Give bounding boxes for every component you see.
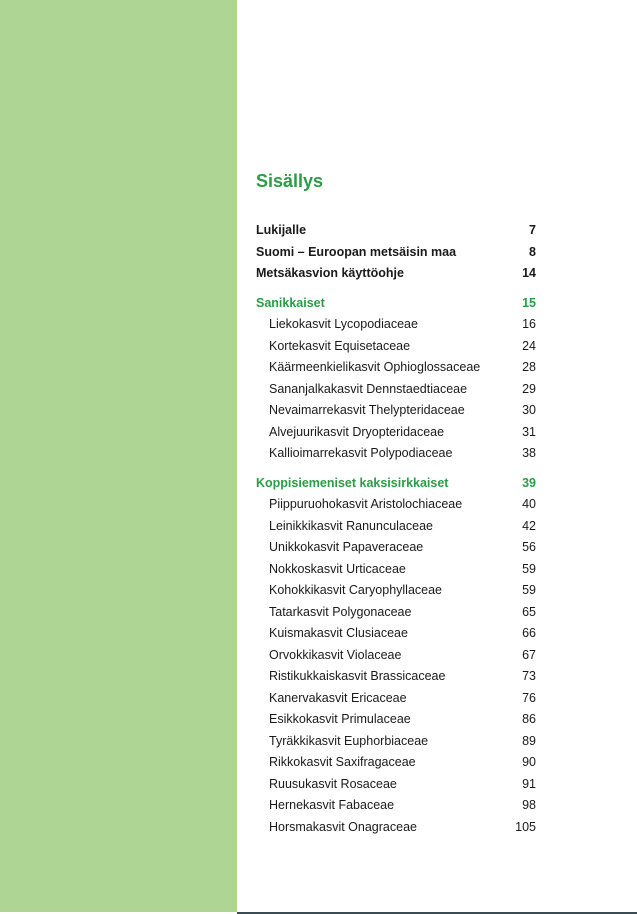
- toc-item-page: 28: [522, 360, 536, 374]
- toc-item: [256, 752, 536, 774]
- toc-item-page: 86: [522, 712, 536, 726]
- toc-item-label: Orvokkikasvit Violaceae: [269, 647, 402, 662]
- toc-item-label: Sananjalkakasvit Dennstaedtiaceae: [269, 381, 468, 396]
- toc-entry: [256, 242, 536, 264]
- toc-item-page: 16: [522, 317, 536, 331]
- toc-item-label: Kortekasvit Equisetaceae: [269, 338, 411, 353]
- toc-item-label: Ruusukasvit Rosaceae: [269, 776, 397, 791]
- toc-item: [256, 400, 536, 422]
- toc-item-page: 24: [522, 338, 536, 353]
- toc-entry-label: Metsäkasvion käyttöohje: [256, 266, 404, 280]
- toc-item: [256, 336, 536, 358]
- toc-item-page: 30: [522, 403, 536, 417]
- toc-section-label: Sanikkaiset: [256, 295, 325, 310]
- toc-item: [256, 357, 536, 379]
- toc-item-label: Horsmakasvit Onagraceae: [269, 819, 417, 834]
- toc-section-label: Koppisiemeniset kaksisirkkaiset: [256, 475, 449, 490]
- toc-item: [256, 422, 536, 444]
- toc-item: [256, 645, 536, 667]
- toc-item: [256, 494, 536, 516]
- side-color-band: [0, 0, 237, 912]
- toc-item-page: 29: [522, 381, 536, 396]
- toc-item-page: 65: [522, 604, 536, 619]
- toc-item: [256, 602, 536, 624]
- toc-item-label: Hernekasvit Fabaceae: [269, 798, 395, 812]
- toc-item: [256, 688, 536, 710]
- toc-section-page: 39: [522, 475, 536, 490]
- toc-item-label: Kohokkikasvit Caryophyllaceae: [269, 583, 443, 597]
- toc-item-label: Tyräkkikasvit Euphorbiaceae: [269, 733, 429, 748]
- toc-item-page: 59: [522, 583, 536, 597]
- toc-item-label: Käärmeenkielikasvit Ophioglossaceae: [269, 360, 481, 374]
- toc-item-page: 105: [515, 819, 536, 834]
- toc-item: [256, 709, 536, 731]
- toc-item-page: 31: [522, 424, 536, 439]
- toc-entry: [256, 263, 536, 285]
- toc-item-label: Kallioimarrekasvit Polypodiaceae: [269, 446, 453, 460]
- toc-section-heading: [256, 473, 536, 495]
- toc-title: Sisällys: [256, 171, 324, 191]
- toc-item: [256, 559, 536, 581]
- toc-item-label: Kuismakasvit Clusiaceae: [269, 626, 408, 640]
- toc-item-label: Unikkokasvit Papaveraceae: [269, 540, 424, 554]
- toc-entry-page: 14: [522, 266, 536, 280]
- toc-item: [256, 795, 536, 817]
- toc-item: [256, 666, 536, 688]
- toc-item-label: Tatarkasvit Polygonaceae: [269, 604, 412, 619]
- toc-item: [256, 379, 536, 401]
- toc-item-label: Leinikkikasvit Ranunculaceae: [269, 518, 433, 533]
- toc-item-page: 98: [522, 798, 536, 812]
- toc-item-page: 90: [522, 755, 536, 769]
- toc-item: [256, 623, 536, 645]
- toc-item-page: 76: [522, 690, 536, 705]
- toc-item-page: 42: [522, 518, 536, 533]
- toc-item: [256, 817, 536, 839]
- toc-item-page: 67: [522, 647, 536, 662]
- toc-entry-page: 8: [529, 244, 536, 259]
- toc-item-label: Nokkoskasvit Urticaceae: [269, 561, 406, 576]
- toc-item-page: 89: [522, 733, 536, 748]
- toc-item: [256, 314, 536, 336]
- toc-item: [256, 516, 536, 538]
- toc-item: [256, 774, 536, 796]
- toc-item-label: Rikkokasvit Saxifragaceae: [269, 755, 416, 769]
- toc-item: [256, 731, 536, 753]
- toc-section-heading: [256, 293, 536, 315]
- toc-item: [256, 443, 536, 465]
- toc-item-page: 56: [522, 540, 536, 554]
- toc-item-page: 91: [522, 776, 536, 791]
- toc-item-label: Esikkokasvit Primulaceae: [269, 712, 411, 726]
- toc-section-page: 15: [522, 295, 536, 310]
- toc-item-label: Alvejuurikasvit Dryopteridaceae: [269, 424, 445, 439]
- toc-item-label: Liekokasvit Lycopodiaceae: [269, 317, 418, 331]
- toc-item-label: Nevaimarrekasvit Thelypteridaceae: [269, 403, 465, 417]
- toc-item: [256, 580, 536, 602]
- toc-entry-page: 7: [529, 223, 536, 237]
- toc-item-page: 66: [522, 626, 536, 640]
- toc-item: [256, 537, 536, 559]
- toc-entry-label: Lukijalle: [256, 223, 307, 237]
- table-of-contents: [256, 170, 536, 838]
- toc-item-page: 40: [522, 497, 536, 511]
- toc-item-page: 38: [522, 446, 536, 460]
- toc-item-label: Piippuruohokasvit Aristolochiaceae: [269, 497, 463, 511]
- toc-item-label: Kanervakasvit Ericaceae: [269, 690, 407, 705]
- toc-entry: [256, 220, 536, 242]
- toc-entry-label: Suomi – Euroopan metsäisin maa: [256, 244, 457, 259]
- toc-item-label: Ristikukkaiskasvit Brassicaceae: [269, 669, 446, 683]
- toc-item-page: 59: [522, 561, 536, 576]
- toc-item-page: 73: [522, 669, 536, 683]
